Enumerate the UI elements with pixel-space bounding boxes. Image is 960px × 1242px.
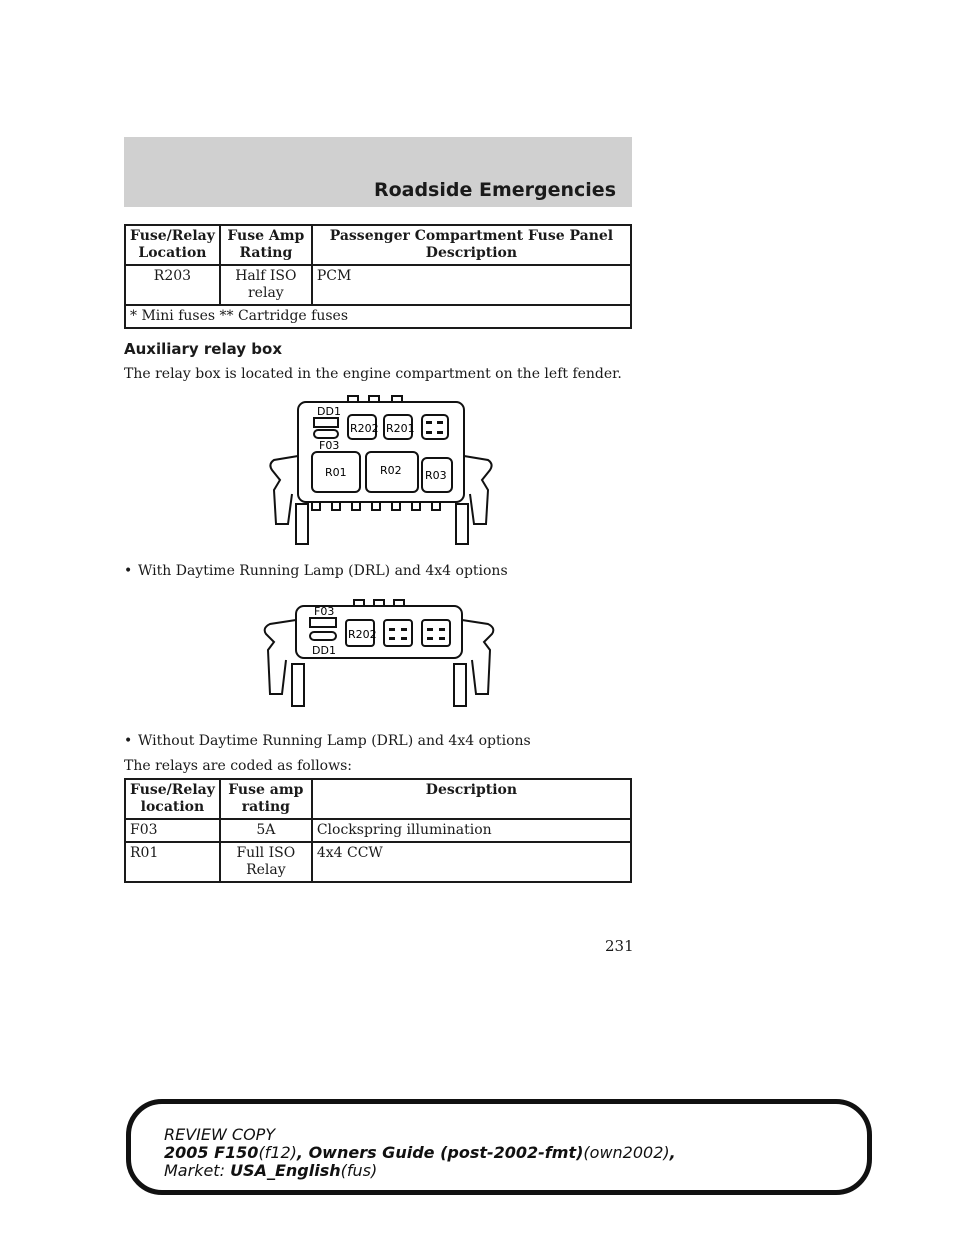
label-r02: R02 <box>380 464 402 477</box>
bullet-dot: • <box>124 563 133 579</box>
table-cell: Half ISO relay <box>220 265 312 305</box>
section-title: Roadside Emergencies <box>373 179 616 201</box>
review-line: Market: USA_English(fus) <box>164 1161 378 1180</box>
table-cell: Clockspring illumination <box>312 819 631 842</box>
label-f03: F03 <box>319 439 340 452</box>
table-cell: 5A <box>220 819 312 842</box>
review-line: 2005 F150(f12), Owners Guide (post-2002-fmt)(own2002), <box>164 1143 676 1162</box>
column-header: Description <box>312 779 631 819</box>
table-cell: Full ISO Relay <box>220 842 312 882</box>
table-cell: PCM <box>312 265 631 305</box>
table-cell: R203 <box>125 265 220 305</box>
page-number: 231 <box>605 937 634 955</box>
label-r201: R201 <box>386 422 415 435</box>
intro-paragraph: The relay box is located in the engine compartment on the left fender. <box>124 366 622 382</box>
bullet-item <box>124 733 531 749</box>
table-cell: R01 <box>125 842 220 882</box>
label-r01: R01 <box>325 466 347 479</box>
review-copy-text <box>164 1126 676 1180</box>
label-f03: F03 <box>314 605 335 618</box>
column-header: Fuse Amp Rating <box>220 225 312 265</box>
label-r202: R202 <box>350 422 379 435</box>
passenger-fuse-table <box>124 224 632 329</box>
bullet-text: With Daytime Running Lamp (DRL) and 4x4 options <box>138 563 508 579</box>
table-footnote-row <box>125 305 631 328</box>
column-header: Fuse amp rating <box>220 779 312 819</box>
bullet-text: Without Daytime Running Lamp (DRL) and 4x4 options <box>138 733 531 749</box>
relay-code-table <box>124 778 632 883</box>
table-row <box>125 842 631 882</box>
table-footnote: * Mini fuses ** Cartridge fuses <box>125 305 631 328</box>
table-header-row <box>125 225 631 265</box>
relay-box-diagram-drl <box>266 394 496 554</box>
bullet-item <box>124 563 508 579</box>
column-header: Passenger Compartment Fuse Panel Description <box>312 225 631 265</box>
section-heading: Auxiliary relay box <box>124 340 282 358</box>
header-band <box>124 137 632 207</box>
relay-box-diagram-no-drl <box>256 598 501 714</box>
bullet-dot: • <box>124 733 133 749</box>
table-row <box>125 819 631 842</box>
table-cell: 4x4 CCW <box>312 842 631 882</box>
table-header-row <box>125 779 631 819</box>
label-r202: R202 <box>348 628 377 641</box>
label-dd1: DD1 <box>317 405 341 418</box>
column-header: Fuse/Relay location <box>125 779 220 819</box>
coded-intro-paragraph: The relays are coded as follows: <box>124 758 352 774</box>
label-dd1: DD1 <box>312 644 336 657</box>
label-r03: R03 <box>425 469 447 482</box>
table-cell: F03 <box>125 819 220 842</box>
column-header: Fuse/Relay Location <box>125 225 220 265</box>
review-line: REVIEW COPY <box>164 1125 276 1144</box>
table-row <box>125 265 631 305</box>
